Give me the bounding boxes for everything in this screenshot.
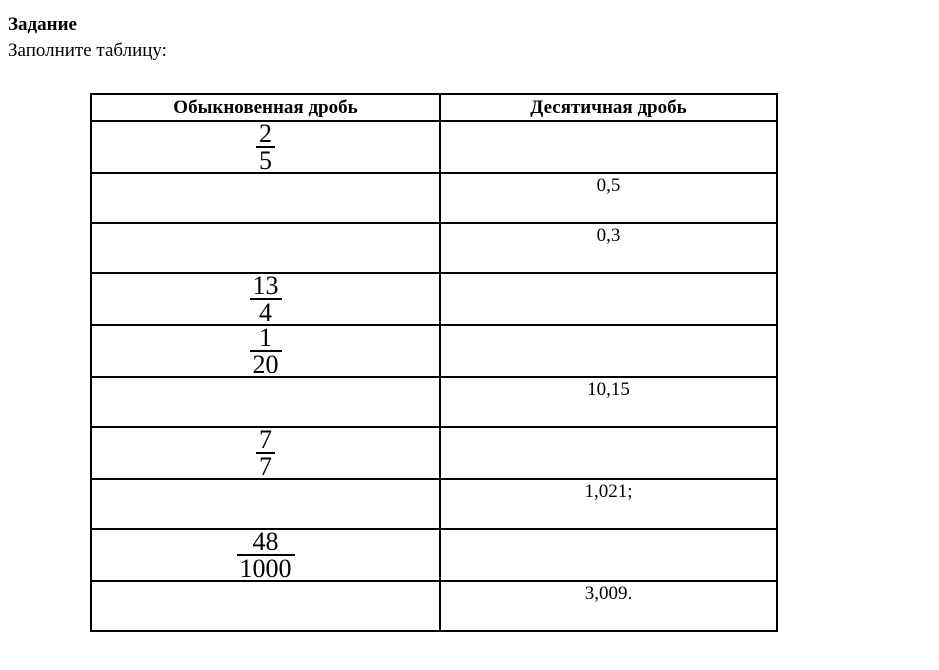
fraction-denominator: 5 (259, 146, 272, 173)
common-fraction-cell (91, 173, 440, 223)
common-fraction-cell (91, 223, 440, 273)
decimal-fraction-cell: 10,15 (440, 377, 777, 427)
column-header-decimal-fraction: Десятичная дробь (440, 94, 777, 121)
common-fraction-cell (91, 273, 440, 325)
fraction (250, 326, 282, 376)
decimal-fraction-cell (440, 121, 777, 173)
table-row (91, 273, 777, 325)
table-header-row (91, 94, 777, 121)
fraction (250, 274, 282, 324)
fraction-denominator: 7 (259, 452, 272, 479)
fraction-denominator: 20 (252, 350, 279, 377)
table-row (91, 325, 777, 377)
fraction (256, 428, 275, 478)
table-row (91, 529, 777, 581)
decimal-fraction-cell (440, 529, 777, 581)
fraction-numerator: 13 (252, 273, 279, 300)
common-fraction-cell (91, 581, 440, 631)
decimal-fraction-cell: 3,009. (440, 581, 777, 631)
table-row (91, 581, 777, 631)
decimal-fraction-cell (440, 427, 777, 479)
decimal-fraction-cell (440, 273, 777, 325)
table-row (91, 377, 777, 427)
fraction-denominator: 4 (259, 298, 272, 325)
table-header (91, 94, 777, 121)
decimal-fraction-cell: 0,5 (440, 173, 777, 223)
fraction-numerator: 1 (259, 325, 272, 352)
table-row (91, 173, 777, 223)
column-header-common-fraction: Обыкновенная дробь (91, 94, 440, 121)
decimal-fraction-cell (440, 325, 777, 377)
fraction-denominator: 1000 (239, 554, 292, 581)
table-row (91, 223, 777, 273)
fraction-numerator: 48 (252, 529, 279, 556)
common-fraction-cell (91, 427, 440, 479)
table-body (91, 121, 777, 631)
common-fraction-cell (91, 529, 440, 581)
table-row (91, 121, 777, 173)
fraction-numerator: 2 (259, 121, 272, 148)
table-row (91, 427, 777, 479)
task-instruction: Заполните таблицу: (8, 40, 167, 61)
fractions-table (90, 93, 778, 632)
common-fraction-cell (91, 377, 440, 427)
decimal-fraction-cell: 1,021; (440, 479, 777, 529)
common-fraction-cell (91, 325, 440, 377)
fraction (256, 122, 275, 172)
fraction (237, 530, 295, 580)
table-row (91, 479, 777, 529)
task-title: Задание (8, 14, 77, 35)
common-fraction-cell (91, 479, 440, 529)
decimal-fraction-cell: 0,3 (440, 223, 777, 273)
common-fraction-cell (91, 121, 440, 173)
fraction-numerator: 7 (259, 427, 272, 454)
